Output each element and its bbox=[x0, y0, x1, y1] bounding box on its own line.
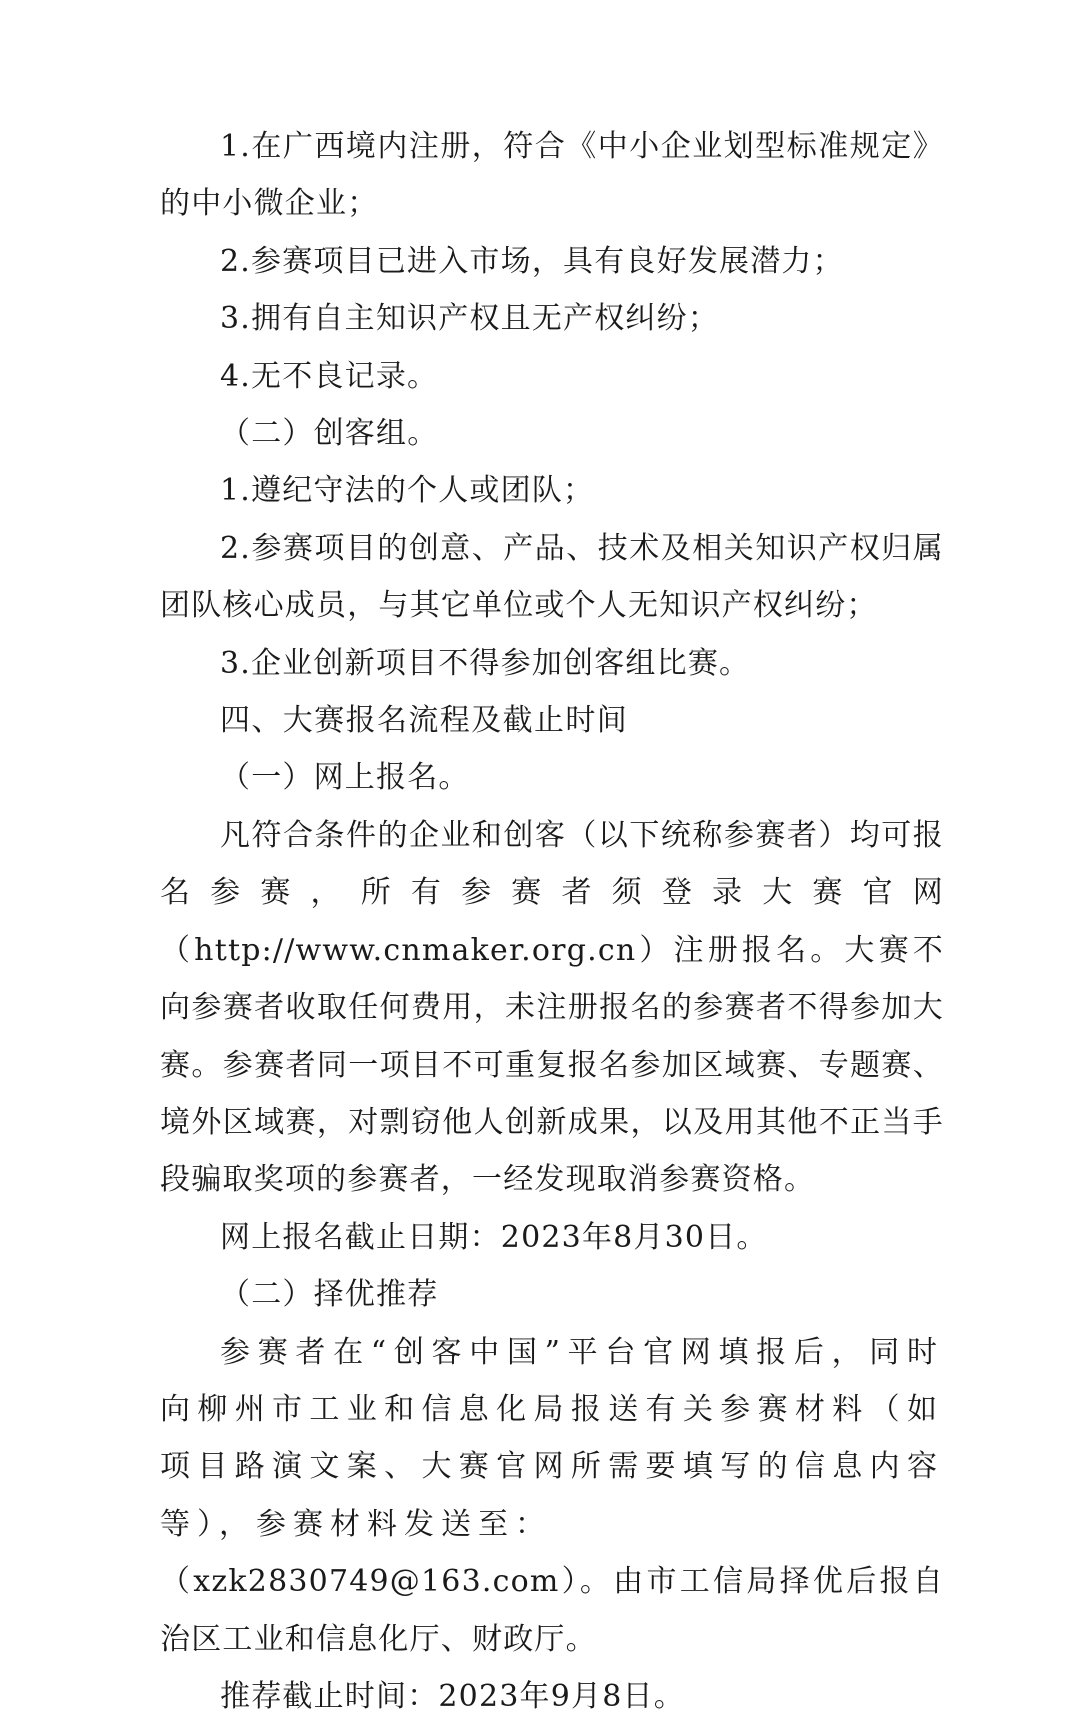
requirement-ip-ownership: 3.拥有自主知识产权且无产权纠纷； bbox=[220, 301, 720, 337]
maker-requirement-ip: 2.参赛项目的创意、产品、技术及相关知识产权归属团队核心成员，与其它单位或个人无知识产权纠纷； bbox=[160, 530, 944, 624]
requirement-registered-in-guangxi: 1.在广西境内注册，符合《中小企业划型标准规定》的中小微企业； bbox=[160, 129, 944, 222]
requirement-no-bad-record: 4.无不良记录。 bbox=[220, 358, 439, 394]
subheading-online-registration: （一）网上报名。 bbox=[220, 760, 470, 796]
subheading-recommendation: （二）择优推荐 bbox=[220, 1277, 439, 1313]
online-registration-deadline: 网上报名截止日期：2023年8月30日。 bbox=[220, 1219, 768, 1255]
requirement-market-entry: 2.参赛项目已进入市场，具有良好发展潜力； bbox=[220, 243, 844, 279]
maker-requirement-no-enterprise-projects: 3.企业创新项目不得参加创客组比赛。 bbox=[220, 645, 751, 681]
section-heading-registration: 四、大赛报名流程及截止时间 bbox=[220, 703, 629, 739]
document-page bbox=[160, 118, 944, 1725]
recommendation-email-line: （xzk2830749@163.com）。由市工信局择优后报自治区工业和信息化厅、财政厅。 bbox=[160, 1564, 944, 1657]
recommendation-body: 参赛者在“创客中国”平台官网填报后，同时向柳州市工业和信息化局报送有关参赛材料（如项目路演文案、大赛官网所需要填写的信息内容等），参赛材料发送至： bbox=[160, 1334, 944, 1542]
subheading-maker-group: （二）创客组。 bbox=[220, 416, 439, 452]
maker-requirement-law-abiding: 1.遵纪守法的个人或团队； bbox=[220, 473, 595, 509]
online-registration-body: 凡符合条件的企业和创客（以下统称参赛者）均可报名参赛，所有参赛者须登录大赛官网（http://www.cnmaker.org.cn）注册报名。大赛不向参赛者收取任何费用，未注册报名的参赛者不得参加大赛。参赛者同一项目不可重复报名参加区域赛、专题赛、境外区域赛，对剽窃他人创新成果，以及用其他不正当手段骗取奖项的参赛者，一经发现取消参赛资格。 bbox=[160, 817, 944, 1198]
recommendation-deadline: 推荐截止时间：2023年9月8日。 bbox=[220, 1678, 685, 1714]
